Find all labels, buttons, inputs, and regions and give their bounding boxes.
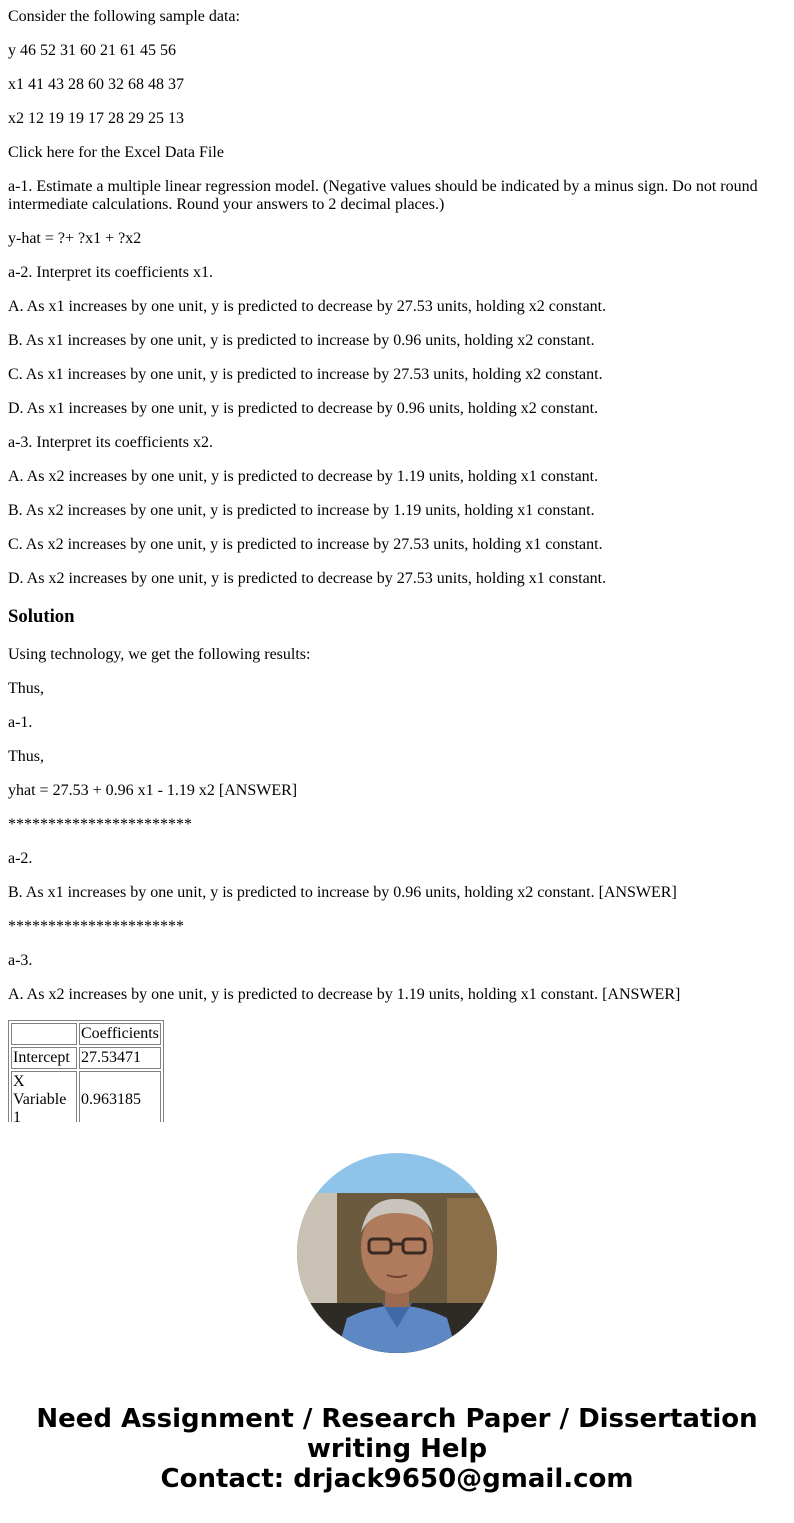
table-header-cell: Coefficients — [79, 1023, 161, 1045]
a2-option-b: B. As x1 increases by one unit, y is predicted to increase by 0.96 units, holding x2 constant. — [8, 332, 595, 349]
a3-option-a: A. As x2 increases by one unit, y is predicted to decrease by 1.19 units, holding x1 constant. — [8, 468, 599, 485]
separator-stars: *********************** — [8, 816, 192, 833]
table-cell: 27.53471 — [79, 1047, 161, 1069]
data-row-x2: x2 12 19 19 17 28 29 25 13 — [8, 110, 184, 127]
question-intro: Consider the following sample data: — [8, 8, 240, 25]
a3-option-b: B. As x2 increases by one unit, y is predicted to increase by 1.19 units, holding x1 constant. — [8, 502, 595, 519]
a1-template: y-hat = ?+ ?x1 + ?x2 — [8, 230, 142, 247]
solution-line: a-3. — [8, 952, 33, 969]
promo-line: writing Help — [306, 1434, 488, 1464]
table-header-cell — [11, 1023, 77, 1045]
table-row — [11, 1047, 161, 1069]
a2-option-d: D. As x1 increases by one unit, y is predicted to decrease by 0.96 units, holding x2 constant. — [8, 400, 599, 417]
table-cell: Intercept — [11, 1047, 77, 1069]
promo-line: Need Assignment / Research Paper / Dissertation — [36, 1404, 758, 1434]
table-cell: X Variable 1 — [11, 1071, 77, 1122]
separator-stars: ********************** — [8, 918, 184, 935]
table-cell: 0.963185 — [79, 1071, 161, 1122]
a3-option-d: D. As x2 increases by one unit, y is predicted to decrease by 27.53 units, holding x1 constant. — [8, 570, 607, 587]
solution-heading: Solution — [8, 606, 75, 627]
a2-option-a: A. As x1 increases by one unit, y is predicted to decrease by 27.53 units, holding x2 constant. — [8, 298, 607, 315]
table-header-row — [11, 1023, 161, 1045]
data-row-x1: x1 41 43 28 60 32 68 48 37 — [8, 76, 184, 93]
a2-prompt: a-2. Interpret its coefficients x1. — [8, 264, 213, 281]
coefficients-table-wrapper — [8, 1020, 168, 1122]
author-portrait-icon — [297, 1153, 497, 1353]
a1-prompt: a-1. Estimate a multiple linear regression model. (Negative values should be indicated by a minus sign. Do not round intermediate calculations. Round your answers to 2 decimal places.) — [8, 178, 758, 213]
a3-prompt: a-3. Interpret its coefficients x2. — [8, 434, 213, 451]
promo-banner — [0, 1404, 794, 1494]
a2-option-c: C. As x1 increases by one unit, y is predicted to increase by 27.53 units, holding x2 constant. — [8, 366, 603, 383]
table-row — [11, 1071, 161, 1122]
a3-option-c: C. As x2 increases by one unit, y is predicted to increase by 27.53 units, holding x1 constant. — [8, 536, 603, 553]
solution-line: Thus, — [8, 748, 44, 765]
document-body — [8, 0, 786, 1122]
author-avatar — [297, 1153, 497, 1353]
coefficients-table — [8, 1020, 164, 1122]
data-row-y: y 46 52 31 60 21 61 45 56 — [8, 42, 176, 59]
solution-line: a-1. — [8, 714, 33, 731]
solution-answer-a1: yhat = 27.53 + 0.96 x1 - 1.19 x2 [ANSWER] — [8, 782, 298, 799]
solution-line: Using technology, we get the following results: — [8, 646, 311, 663]
solution-answer-a2: B. As x1 increases by one unit, y is predicted to increase by 0.96 units, holding x2 constant. [ANSWER] — [8, 884, 677, 901]
solution-line: a-2. — [8, 850, 33, 867]
excel-data-link[interactable]: Click here for the Excel Data File — [8, 144, 224, 161]
solution-answer-a3: A. As x2 increases by one unit, y is predicted to decrease by 1.19 units, holding x1 constant. [ANSWER] — [8, 986, 681, 1003]
solution-line: Thus, — [8, 680, 44, 697]
promo-contact: Contact: drjack9650@gmail.com — [160, 1464, 634, 1494]
